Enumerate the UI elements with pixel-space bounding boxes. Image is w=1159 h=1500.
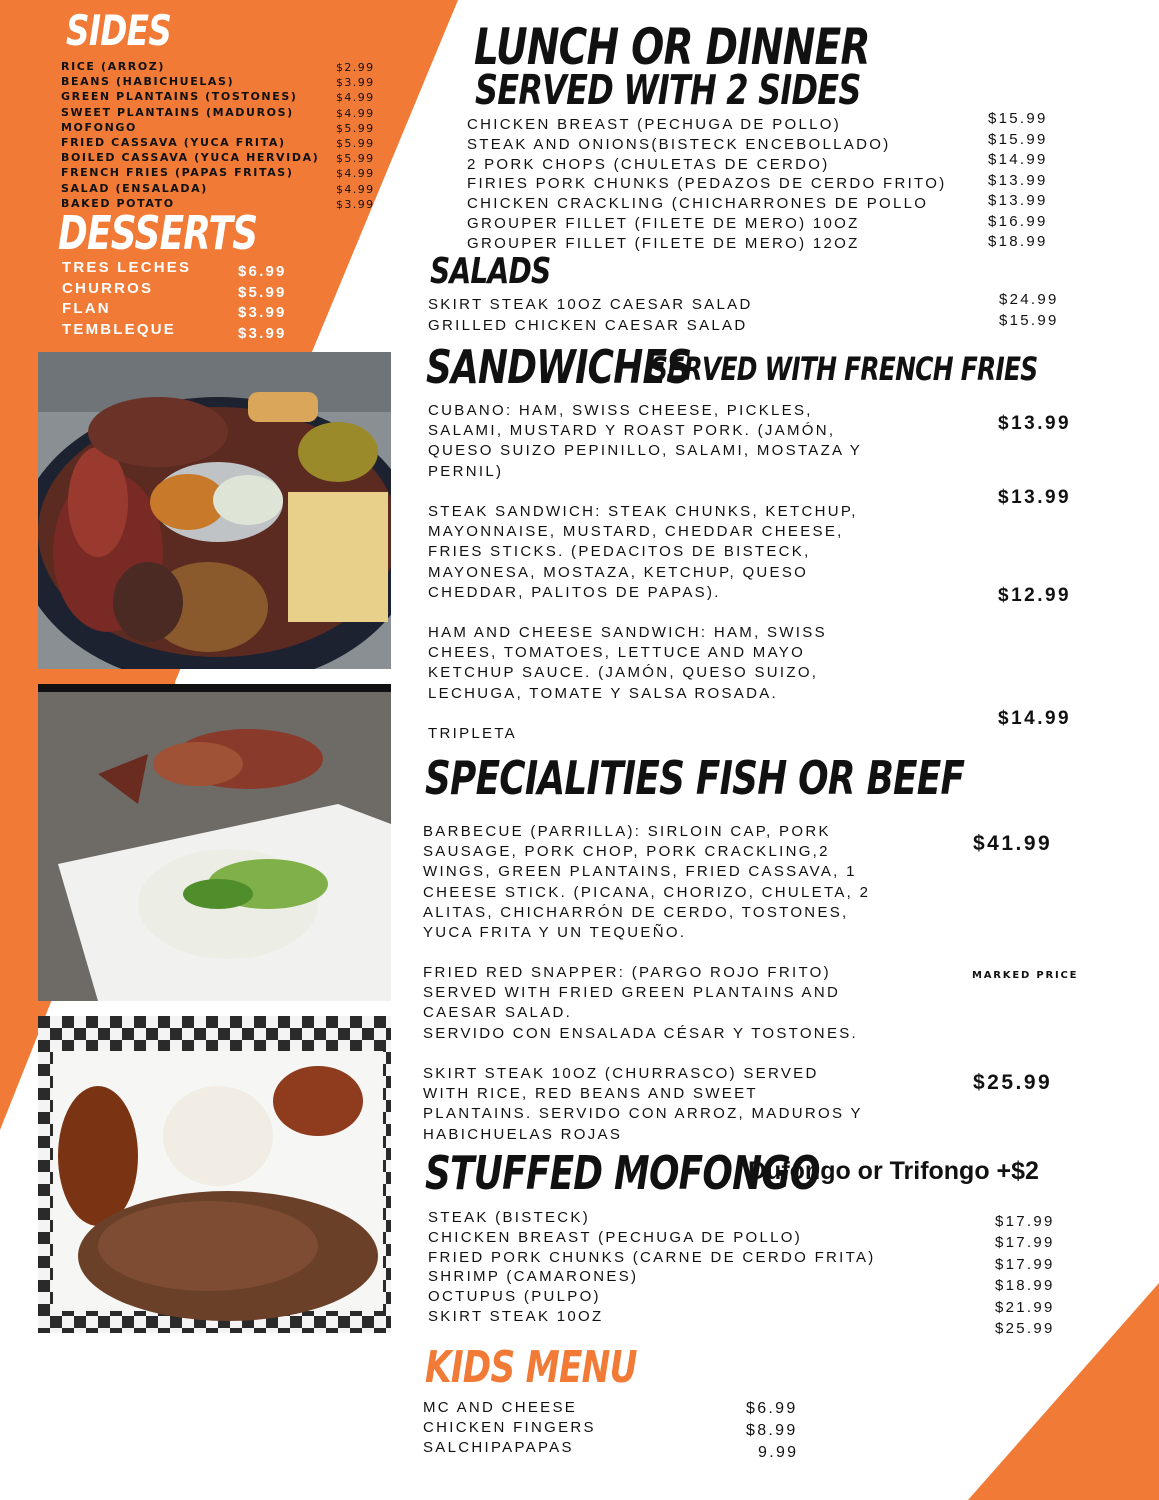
list-item: SALCHIPAPAPAS [423, 1439, 574, 1456]
price: $15.99 [999, 311, 1059, 329]
salads-title: SALADS [430, 251, 551, 292]
fried-snapper-photo [38, 684, 391, 1001]
price: $4.99 [336, 91, 375, 105]
list-item: GRILLED CHICKEN CAESAR SALAD [428, 316, 748, 334]
price: $25.99 [995, 1320, 1055, 1338]
list-item: BAKED POTATO [61, 196, 175, 210]
price: $15.99 [988, 130, 1048, 148]
price: $13.99 [988, 192, 1048, 209]
lunch-prices [988, 109, 1048, 253]
price: $3.99 [336, 197, 375, 211]
lunch-subtitle: SERVED WITH 2 SIDES [475, 66, 861, 114]
price: $15.99 [988, 110, 1048, 127]
price: $6.99 [238, 263, 287, 280]
price: $18.99 [995, 1277, 1055, 1295]
sandwiches-subtitle: SERVED WITH FRENCH FRIES [650, 350, 1038, 388]
price: $18.99 [988, 233, 1048, 250]
sandwich-tripleta-desc: TRIPLETA [428, 725, 517, 742]
list-item: BEANS (HABICHUELAS) [61, 75, 235, 89]
salads-prices [999, 290, 1059, 331]
speciality-bbq-price: $41.99 [973, 832, 1053, 855]
sides-title: SIDES [66, 6, 172, 55]
lunch-title: LUNCH OR DINNER [474, 18, 870, 76]
salads-items [428, 295, 753, 336]
speciality-snapper-price: MARKED PRICE [972, 970, 1079, 981]
price: $3.99 [238, 304, 287, 321]
speciality-bbq-desc: BARBECUE (PARRILLA): SIRLOIN CAP, PORK SAUSAGE, PORK CHOP, PORK CRACKLING,2 WINGS, GREEN PLANTAINS, FRIED CASSAVA, 1 CHEESE STICK. (PICANA, CHORIZO, CHULETA, 2 ALITAS, CHICHARRÓN DE CERDO, TOSTONES, YUCA FRITA Y UN TEQUEÑO. [423, 823, 871, 942]
list-item: TEMBLEQUE [62, 320, 176, 338]
price: $8.99 [746, 1422, 798, 1439]
list-item: FRENCH FRIES (PAPAS FRITAS) [61, 166, 294, 180]
desserts-names [62, 258, 191, 340]
price: $14.99 [988, 151, 1048, 168]
price: $5.99 [336, 137, 375, 151]
price: $3.99 [336, 76, 375, 90]
desserts-prices [238, 262, 287, 344]
bbq-platter-photo [38, 352, 391, 669]
list-item: TRES LECHES [62, 259, 192, 276]
price: $16.99 [988, 212, 1048, 230]
sandwich-cubano-desc: CUBANO: HAM, SWISS CHEESE, PICKLES, SALAMI, MUSTARD Y ROAST PORK. (JAMÓN, QUESO SUIZO PEPINILLO, SALAMI, MOSTAZA Y PERNIL) [428, 402, 863, 480]
list-item: SALAD (ENSALADA) [61, 181, 208, 195]
list-item: CHURROS [62, 279, 154, 297]
list-item: MC AND CHEESE [423, 1399, 578, 1416]
price: $4.99 [336, 182, 375, 196]
speciality-snapper-desc: FRIED RED SNAPPER: (PARGO ROJO FRITO) SERVED WITH FRIED GREEN PLANTAINS AND CAESAR SALAD. SERVIDO CON ENSALADA CÉSAR Y TOSTONES. [423, 964, 859, 1042]
price: $17.99 [995, 1255, 1055, 1273]
sandwich-cubano-price: $13.99 [998, 413, 1072, 434]
list-item: CHICKEN BREAST (PECHUGA DE POLLO) [467, 116, 842, 133]
sandwich-steak-desc: STEAK SANDWICH: STEAK CHUNKS, KETCHUP, MAYONNAISE, MUSTARD, CHEDDAR CHEESE, FRIES STICKS. (PEDACITOS DE BISTECK, MAYONESA, MOSTAZA, KETCHUP, QUESO CHEDDAR, PALITOS DE PAPAS). [428, 503, 858, 601]
list-item: SKIRT STEAK 10OZ [428, 1307, 604, 1325]
mofongo-prices [995, 1211, 1055, 1339]
price: $2.99 [336, 61, 375, 74]
list-item: OCTUPUS (PULPO) [428, 1288, 601, 1306]
list-item: 2 PORK CHOPS (CHULETAS DE CERDO) [467, 155, 830, 173]
price: $21.99 [995, 1298, 1055, 1316]
sandwich-ham-price: $12.99 [998, 585, 1072, 606]
lunch-items [467, 115, 947, 254]
sides-names [61, 59, 319, 211]
price: $17.99 [995, 1234, 1055, 1252]
mofongo-title: STUFFED MOFONGO [425, 1146, 820, 1200]
list-item: RICE (ARROZ) [61, 60, 166, 73]
sandwich-tripleta-price: $14.99 [998, 708, 1072, 729]
list-item: MOFONGO [61, 120, 137, 134]
kids-title: KIDS MENU [425, 1342, 637, 1393]
sandwich-ham-desc: HAM AND CHEESE SANDWICH: HAM, SWISS CHEES, TOMATOES, LETTUCE AND MAYO KETCHUP SAUCE. (JAMÓN, QUESO SUIZO, LECHUGA, TOMATE Y SALSA ROSADA. [428, 624, 827, 702]
price: $17.99 [995, 1213, 1055, 1230]
list-item: FLAN [62, 300, 111, 317]
kids-prices [746, 1398, 798, 1464]
list-item: GROUPER FILLET (FILETE DE MERO) 10OZ [467, 214, 860, 232]
kids-items [423, 1398, 596, 1458]
price: $5.99 [238, 283, 287, 301]
price: $13.99 [988, 171, 1048, 189]
mofongo-items [428, 1208, 876, 1327]
price: $3.99 [238, 324, 287, 342]
list-item: FRIED CASSAVA (YUCA FRITA) [61, 136, 286, 150]
desserts-title: DESSERTS [58, 206, 258, 260]
price: $5.99 [336, 152, 375, 166]
price: $4.99 [336, 167, 375, 181]
list-item: SHRIMP (CAMARONES) [428, 1268, 639, 1286]
list-item: CHICKEN CRACKLING (CHICHARRONES DE POLLO [467, 195, 929, 213]
speciality-churrasco-desc: SKIRT STEAK 10OZ (CHURRASCO) SERVED WITH RICE, RED BEANS AND SWEET PLANTAINS. SERVIDO CON ARROZ, MADUROS Y HABICHUELAS ROJAS [423, 1065, 863, 1143]
list-item: BOILED CASSAVA (YUCA HERVIDA) [61, 151, 320, 165]
sandwiches-title: SANDWICHES [426, 340, 692, 394]
list-item: STEAK (BISTECK) [428, 1209, 591, 1226]
price: $6.99 [746, 1400, 798, 1417]
list-item: FIRIES PORK CHUNKS (PEDAZOS DE CERDO FRITO) [467, 175, 947, 193]
mofongo-subtitle: Dufongo or Trifongo +$2 [748, 1157, 1039, 1185]
sides-prices [336, 60, 375, 212]
price: $24.99 [999, 291, 1059, 308]
price: 9.99 [758, 1444, 799, 1461]
speciality-churrasco-price: $25.99 [973, 1071, 1053, 1094]
list-item: SWEET PLANTAINS (MADUROS) [61, 105, 294, 119]
list-item: GREEN PLANTAINS (TOSTONES) [61, 90, 298, 104]
list-item: STEAK AND ONIONS(BISTECK ENCEBOLLADO) [467, 135, 891, 153]
list-item: SKIRT STEAK 10OZ CAESAR SALAD [428, 296, 753, 313]
sandwich-steak-price: $13.99 [998, 487, 1072, 508]
list-item: FRIED PORK CHUNKS (CARNE DE CERDO FRITA) [428, 1248, 876, 1266]
price: $5.99 [336, 121, 375, 135]
price: $4.99 [336, 106, 375, 120]
list-item: CHICKEN BREAST (PECHUGA DE POLLO) [428, 1228, 803, 1246]
list-item: GROUPER FILLET (FILETE DE MERO) 12OZ [467, 234, 860, 252]
list-item: CHICKEN FINGERS [423, 1419, 596, 1436]
churrasco-plate-photo [38, 1016, 391, 1333]
specialities-title: SPECIALITIES FISH OR BEEF [425, 751, 965, 805]
